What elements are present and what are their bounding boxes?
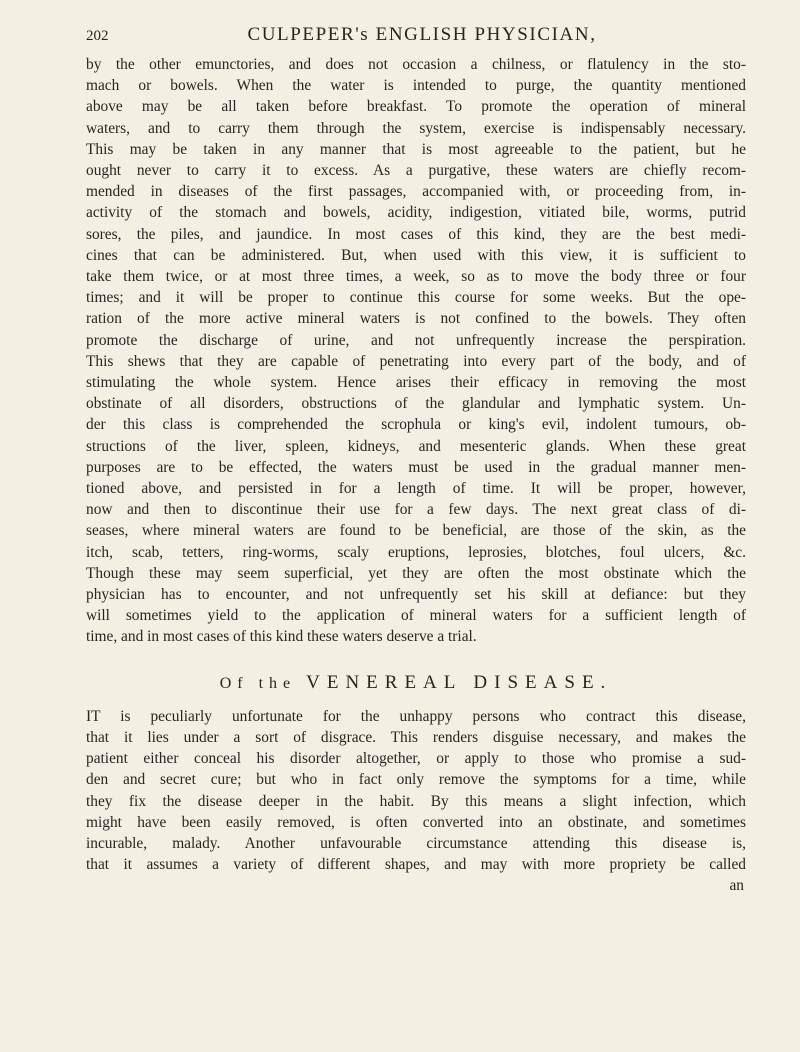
text-line: mended in diseases of the first passages, accompanied with, or proceeding from, in- (86, 183, 746, 201)
text-line: obstinate of all disorders, obstructions of the glandular and lymphatic system. Un- (86, 395, 746, 413)
paragraph-mineral-waters (86, 54, 746, 648)
text-line: cines that can be administered. But, when used with this view, it is sufficient to (86, 246, 746, 264)
text-line: now and then to discontinue their use for a few days. The next great class of di- (86, 501, 746, 519)
text-line: they fix the disease deeper in the habit. By this means a slight infection, which (86, 792, 746, 810)
section-heading-title: VENEREAL DISEASE. (306, 671, 613, 693)
text-line: incurable, malady. Another unfavourable circumstance attending this disease is, (86, 834, 746, 852)
paragraph-venereal-disease (86, 706, 746, 876)
text-line: take them twice, or at most three times, a week, so as to move the body three or four (86, 268, 746, 286)
text-line: by the other emunctories, and does not occasion a chilness, or flatulency in the sto- (86, 56, 746, 73)
catchword: an (729, 877, 744, 895)
text-line: IT is peculiarly unfortunate for the unhappy persons who contract this disease, (86, 707, 746, 725)
text-line: ought never to carry it to excess. As a purgative, these waters are chiefly recom- (86, 162, 746, 180)
text-line: time, and in most cases of this kind these waters deserve a trial. (86, 628, 477, 646)
page-number: 202 (86, 28, 109, 44)
text-line: will sometimes yield to the application of mineral waters for a sufficient length of (86, 607, 746, 625)
page-header (86, 24, 746, 54)
text-line: den and secret cure; but who in fact only remove the symptoms for a time, while (86, 771, 746, 789)
text-line: might have been easily removed, is often converted into an obstinate, and sometimes (86, 813, 746, 831)
text-line: sores, the piles, and jaundice. In most cases of this kind, they are the best medi- (86, 225, 746, 243)
text-line: structions of the liver, spleen, kidneys, and mesenteric glands. When these great (86, 437, 746, 455)
text-line: physician has to encounter, and not unfrequently set his skill at defiance: but they (86, 586, 746, 604)
text-line: that it assumes a variety of different shapes, and may with more propriety be called (86, 856, 746, 874)
text-line: purposes are to be effected, the waters must be used in the gradual manner men- (86, 458, 746, 476)
text-line: that it lies under a sort of disgrace. This renders disguise necessary, and makes the (86, 728, 746, 746)
running-title: CULPEPER's ENGLISH PHYSICIAN, (247, 24, 597, 45)
text-line: waters, and to carry them through the system, exercise is indispensably necessary. (86, 119, 746, 137)
text-line: This may be taken in any manner that is most agreeable to the patient, but he (86, 140, 746, 158)
text-line: patient either conceal his disorder altogether, or apply to those who promise a sud- (86, 750, 746, 768)
text-line: Though these may seem superficial, yet they are often the most obstinate which the (86, 564, 746, 582)
text-line: mach or bowels. When the water is intended to purge, the quantity mentioned (86, 77, 746, 95)
text-line: above may be all taken before breakfast. To promote the operation of mineral (86, 98, 746, 116)
text-line: times; and it will be proper to continue this course for some weeks. But the ope- (86, 289, 746, 307)
text-line: ration of the more active mineral waters is not confined to the bowels. They often (86, 310, 746, 328)
text-line: itch, scab, tetters, ring-worms, scaly eruptions, leprosies, blotches, foul ulcers, &c. (86, 543, 746, 561)
text-line: tioned above, and persisted in for a length of time. It will be proper, however, (86, 480, 746, 498)
text-line: promote the discharge of urine, and not unfrequently increase the perspiration. (86, 331, 746, 349)
text-line: der this class is comprehended the scrophula or king's evil, indolent tumours, ob- (86, 416, 746, 434)
section-heading (86, 672, 746, 694)
section-heading-prefix: Of the (219, 674, 297, 692)
text-line: This shews that they are capable of penetrating into every part of the body, and of (86, 352, 746, 370)
text-line: activity of the stomach and bowels, acidity, indigestion, vitiated bile, worms, putrid (86, 204, 746, 222)
text-line: stimulating the whole system. Hence arises their efficacy in removing the most (86, 374, 746, 392)
text-line: seases, where mineral waters are found to be beneficial, are those of the skin, as the (86, 522, 746, 540)
